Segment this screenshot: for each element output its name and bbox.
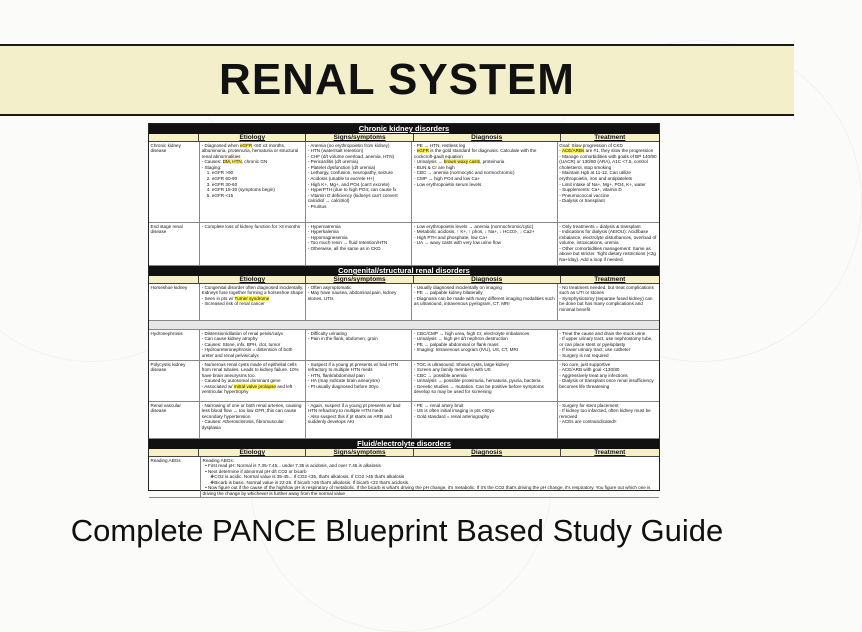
treatment-cell: - Only treatments = dialysis & transplant - Indications for dialysis (AEIOU): Acid/base imbalance, electrolyte disturbances, overload of volume, intoxications, uremia - Other comorbidities management: Same as above but stricter. Tight dietary restrictions (<2g Na+/day). Add a loop if needed. xyxy=(559,223,657,263)
header-etiology: Etiology xyxy=(199,134,306,141)
signs-cell: - Hypernatremia - Hyperkalemia - Hypomagnesemia - Too much renin → fluid retention/HTN - Otherwise, all the same as in CKD xyxy=(306,223,412,265)
treatment-cell: - Treat the cause and drain the stuck urine - If upper urinary tract, use nephrostomy tube, or can place stent or pyeloplasty - If lower urinary tract, use catheter - Surgery is not required xyxy=(559,330,653,358)
title-banner xyxy=(0,44,794,116)
diagnosis-cell: - CBC/CMP → high urea, high Cr, electrolyte imbalances - Urinalysis → high pH d/t nephron destruction - PE → palpable abdominal or flank mass - Imaging: Intravenous urogram (IVU), US, CT, MRI xyxy=(412,330,557,360)
row-title: Polycystic kidney disease xyxy=(149,361,200,401)
highlight: eGFR xyxy=(416,148,429,154)
etiology-cell: - Numerous renal cysts made of epithelial cells from renal tubules. Leads to kidney failure. 10% have brain aneurysms too. - Caused by autosomal dominant gene - Associated w/ mitral valve prolapse and left ventricular hypertrophy xyxy=(200,361,306,401)
treatment-cell: - No treatment needed, but treat complications such as UTI or stones - Symphysiotomy (separate fused kidney) can be done but has many complications and minimal benefit xyxy=(559,284,654,312)
column-header-row xyxy=(149,449,659,457)
header-etiology: Etiology xyxy=(199,449,306,456)
section-title-fluid: Fluid/electrolyte disorders xyxy=(149,439,659,449)
header-treatment: Treatment xyxy=(594,276,626,283)
row-title: Renal vascular disease xyxy=(149,402,200,438)
page-title: RENAL SYSTEM xyxy=(219,55,575,104)
header-signs: Signs/symptoms xyxy=(306,449,413,456)
highlight: brown waxy casts xyxy=(443,159,481,165)
signs-cell: - Again, suspect if a young pt presents w/ bad HTN refractory to multiple HTN meds - Also suspect this if pt starts an ARB and suddenly develops AKI xyxy=(306,402,412,438)
treatment-cell: Goal: Slow progression of CKD - ACE/ARBs are #1, they slow the progression - Manage comorbidities with goals of BP 140/90 (UACR) or 130/80 (ARA), A1C <7.5, control cholesterol, stop smoking - Maintain Hgb at 11-12. Can utilize erythropoietin, iron and antiplatelets - Limit intake of Na+, Mg+, PO4, K+, water - Supplements: Ca+, vitamin D - Pneumococcal vaccine - Dialysis or transplant xyxy=(559,142,657,204)
signs-cell: - Often asymptomatic - May have nausea, abdominal pain, kidney stones, UTIs xyxy=(306,284,412,320)
diagnosis-cell: - Usually diagnosed incidentally on imaging - PE → palpable kidney bilaterally - Diagnosis can be made with many different imaging modalities such as ultrasound, intravenous pyelogram, CT, MRI xyxy=(412,284,557,320)
header-diagnosis: Diagnosis xyxy=(414,134,561,141)
table-row xyxy=(149,361,659,402)
row-title: Chronic kidney disease xyxy=(149,142,200,222)
ckd-table-body xyxy=(149,142,659,266)
etiology-cell: - Congenital disorder often diagnosed incidentally. Kidneys fuse together forming a horseshoe shape - Seen in pts w/ Turner syndrome - Increased risk of renal cancer xyxy=(200,284,306,320)
diagnosis-cell: - Low erythropoietin levels → anemia (normochromic/cytic) - Metabolic acidosis, ↑ K+, ↑ phos, ↓ Na+, ↓ HCO3-, ↓ Ca2+ - High PTH and phosphate, low Ca+ - UA → waxy casts with very low urine flow xyxy=(412,223,557,265)
abg-text: Reading ABGs: • First read pH: Normal is 7.35-7.45... under 7.35 is acidosis, and over 7.45 is alkalosis • Next determine if abnormal pH d/t CO2 or bicarb ❖CO2 is acidic. Normal value is 35-45... If CO2 <35, that's alkalosis. If CO2 >45 that's alkalosis ❖Bicarb is basic. Normal value is 22-26. If bicarb >26 that's alkalosis. If bicarb <22 that's acidosis. • Now figure out if the cause of the high/low pH is respiratory of metabolic. If the bicarb is what's driving the pH change, it's metabolic. If it's the CO2 that's driving the pH change, it's respiratory. You figure out which one is driving the change by whichever is further away from the normal value xyxy=(202,457,651,497)
table-row xyxy=(149,330,659,361)
header-blank xyxy=(149,276,199,283)
header-etiology: Etiology xyxy=(199,276,306,283)
treatment-cell: - No cure, just supportive - ACE/ARB with goal <130/80 - Aggressively treat any infections - Dialysis or transplant once renal insufficiency becomes life threatening xyxy=(559,361,654,389)
table-row xyxy=(149,142,659,223)
row-title: Reading ABGs xyxy=(149,457,201,497)
header-signs: Signs/symptoms xyxy=(306,276,413,283)
row-title: Horseshoe kidney xyxy=(149,284,200,320)
diagnosis-cell: - TOC is ultrasound. Shows cysts, large kidney - Screen any family members with US - CBC → possible anemia - Urinalysis → possible proteinuria, hematuria, pyuria, bacteria - Genetic studies → mutation. Can be positive before symptoms develop so may be used for screening xyxy=(412,361,557,401)
footer-caption: Complete PANCE Blueprint Based Study Guide xyxy=(70,513,724,548)
header-treatment: Treatment xyxy=(594,134,626,141)
row-title: End stage renal disease xyxy=(149,223,200,265)
diagnosis-cell: - PE → renal artery bruit - US is often initial imaging in pts <60yo - Gold standard = renal arteriography xyxy=(412,402,557,438)
header-diagnosis: Diagnosis xyxy=(414,449,561,456)
row-title: Hydronephrosis xyxy=(149,330,200,360)
column-header-row xyxy=(149,276,659,284)
study-guide-document xyxy=(148,123,660,497)
signs-cell: - Difficulty urinating - Pain in the flank, abdomen, groin xyxy=(306,330,412,360)
etiology-cell: - Distension/dilation of renal pelvis/calyx - Can cause kidney atrophy - Causes: Stone, infx, BPH, clot, tumor - Hydroureteronephrosis = distension of both ureter and renal pelvis/calyx xyxy=(200,330,306,360)
table-row xyxy=(149,457,659,498)
header-treatment: Treatment xyxy=(594,449,626,456)
highlight: DM, HTN xyxy=(222,159,242,165)
highlight: ACE/ARBs xyxy=(561,148,585,154)
diagnosis-cell: - PE → HTN, restless leg - eGFR is the gold standard for diagnosis. Calculate with the cockcroft-gault equation - Urinalysis → brown waxy casts, proteinuria - BUN & Cr are high - CBC → anemia (normocytic and normochromic) - CMP → high PO4 and low Ca+ - Low erythropoietin serum levels xyxy=(412,142,557,222)
congenital-table-body xyxy=(149,284,659,439)
highlight: eGFR xyxy=(239,142,253,148)
etiology-cell: - Complete loss of kidney function for >3 months xyxy=(200,223,306,265)
column-header-row xyxy=(149,134,659,142)
header-blank xyxy=(149,449,199,456)
section-title-congenital: Congenital/structural renal disorders xyxy=(149,266,659,276)
etiology-cell: - Narrowing of one or both renal arteries, causing less blood flow → too low GFR; this can cause secondary hypertension - Causes: Atherosclerosis, fibromuscular dysplasia xyxy=(200,402,306,438)
header-blank xyxy=(149,134,199,141)
highlight: mitral valve prolapse xyxy=(233,383,276,389)
signs-cell: - Suspect if a young pt presents w/ bad HTN refractory to multiple HTN meds - HTN, flank/abdominal pain - HA (may indicate brain aneurysm) - Pt usually diagnosed before 30yo xyxy=(306,361,412,401)
table-row xyxy=(149,223,659,266)
section-title-ckd: Chronic kidney disorders xyxy=(149,124,659,134)
spacer-bar xyxy=(149,321,659,330)
etiology-cell: - Diagnosed when eGFR <60 x3 months, albuminuria, proteinuria, hematuria or structural renal abnormalities - Causes: DM, HTN, chronic GN - Staging: 1. eGFR >90 2. eGFR 60-90 3. eGFR 30-60 4. eGFR 15-30 (symptoms begin) 5. eGFR <15 xyxy=(200,142,306,222)
table-row xyxy=(149,284,659,321)
table-row xyxy=(149,402,659,439)
highlight: Turner syndrome xyxy=(234,295,270,301)
header-diagnosis: Diagnosis xyxy=(414,276,561,283)
header-signs: Signs/symptoms xyxy=(306,134,413,141)
treatment-cell: - Surgery for stent placement - If kidney too infarcted, often kidney must be removed - ACEs are contraindicated!! xyxy=(559,402,651,425)
signs-cell: - Anemia (no erythropoietin from kidney) - HTN (water/salt retention) - CHF (d/t volume overload, anemia, HTN) - Pericarditis (d/t uremia) - Platelet dysfunction (d/t uremia) - Lethargy, confusion, neuropathy, seizure - Acidosis (unable to excrete H+) - High K+, Mg+, and PO4 (can't excrete) - HyperPTH (due to high PO4; can cause fx - Vitamin D deficiency (kidneys can't convert calcidiol → calcitriol) - Pruritus xyxy=(306,142,412,222)
